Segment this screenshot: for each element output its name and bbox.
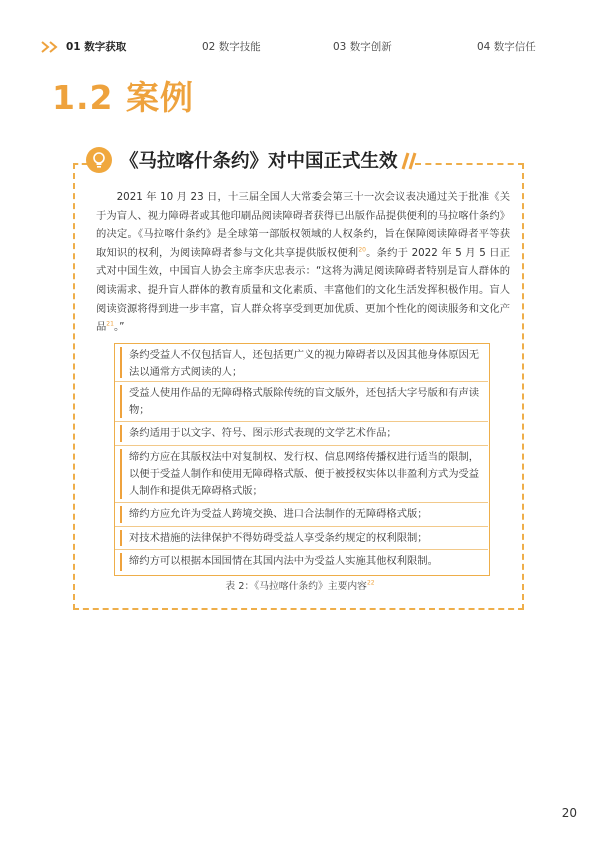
row-accent-bar (120, 553, 122, 571)
nav-item-digital-innovation[interactable]: 03 数字创新 (333, 41, 392, 53)
row-accent-bar (120, 449, 122, 499)
table-row (115, 446, 488, 503)
table-row (115, 422, 488, 446)
case-paragraph-part3: 。” (113, 321, 125, 334)
row-accent-bar (120, 425, 122, 442)
table-row (115, 550, 488, 574)
nav-item-digital-access[interactable]: 01 数字获取 (66, 41, 127, 53)
table-caption-text: 表 2：《马拉喀什条约》主要内容 (225, 581, 367, 592)
lightbulb-icon (86, 147, 112, 173)
section-title: 1.2 案例 (52, 78, 194, 117)
table-row-text: 条约受益人不仅包括盲人，还包括更广义的视力障碍者以及因其他身体原因无法以通常方式阅读的人； (129, 349, 480, 378)
table-row-text: 条约适用于以文字、符号、图示形式表现的文学艺术作品； (129, 427, 397, 439)
row-accent-bar (120, 347, 122, 378)
row-accent-bar (120, 530, 122, 546)
top-navigation (40, 40, 565, 56)
case-box-top-border-left (73, 163, 87, 165)
footnote-ref-20[interactable]: 20 (358, 246, 366, 254)
footnote-ref-22[interactable]: 22 (366, 579, 375, 587)
case-paragraph-part1: 2021 年 10 月 23 日，十三届全国人大常委会第三十一次会议表决通过关于批准《关于为盲人、视力障碍者或其他印刷品阅读障碍者获得已出版作品提供便利的马拉喀什条约》的决定。《马拉喀什条约》是全球第一部版权领域的人权条约，旨在保障阅读障碍者平等获取知识的权利，为阅读障碍者参与文化共享提供版权便利 (96, 191, 510, 259)
table-row (115, 382, 488, 422)
nav-item-digital-skills[interactable]: 02 数字技能 (202, 41, 261, 53)
double-chevron-right-icon (40, 40, 62, 54)
table-row (115, 527, 488, 550)
page-number: 20 (561, 806, 577, 820)
table-caption (0, 580, 600, 594)
footnote-ref-21[interactable]: 21 (106, 320, 114, 328)
case-paragraph-part2: 。条约于 2022 年 5 月 5 日正式对中国生效，中国盲人协会主席李庆忠表示：“这将为满足阅读障碍者特别是盲人群体的阅读需求、提升盲人群体的教育质量和文化素质、丰富他们的文化生活发挥积极作用。盲人阅读资源将得到进一步丰富，盲人群众将享受到更加优质、更加个性化的阅读服务和文化产品 (96, 246, 511, 334)
case-title: 《马拉喀什条约》对中国正式生效 (120, 151, 398, 172)
table-row-text: 受益人使用作品的无障碍格式版除传统的盲文版外，还包括大字号版和有声读物； (129, 387, 480, 416)
case-box-top-border-right (415, 163, 524, 165)
table-row-text: 缔约方应在其版权法中对复制权、发行权、信息网络传播权进行适当的限制，以便于受益人制作和使用无障碍格式版、便于被授权实体以非盈利方式为受益人制作和提供无障碍格式版； (129, 451, 480, 497)
table-row (115, 503, 488, 527)
case-paragraph (96, 188, 510, 337)
row-accent-bar (120, 506, 122, 523)
table-row-text: 缔约方可以根据本国国情在其国内法中为受益人实施其他权利限制。 (129, 555, 438, 567)
row-accent-bar (120, 385, 122, 418)
table-row-text: 对技术措施的法律保护不得妨碍受益人享受条约规定的权利限制； (129, 532, 428, 544)
table-row (115, 344, 488, 382)
nav-item-digital-trust[interactable]: 04 数字信任 (477, 41, 536, 53)
table-row-text: 缔约方应允许为受益人跨境交换、进口合法制作的无障碍格式版； (129, 508, 428, 520)
double-slash-icon (397, 152, 417, 170)
treaty-content-table (114, 343, 490, 576)
